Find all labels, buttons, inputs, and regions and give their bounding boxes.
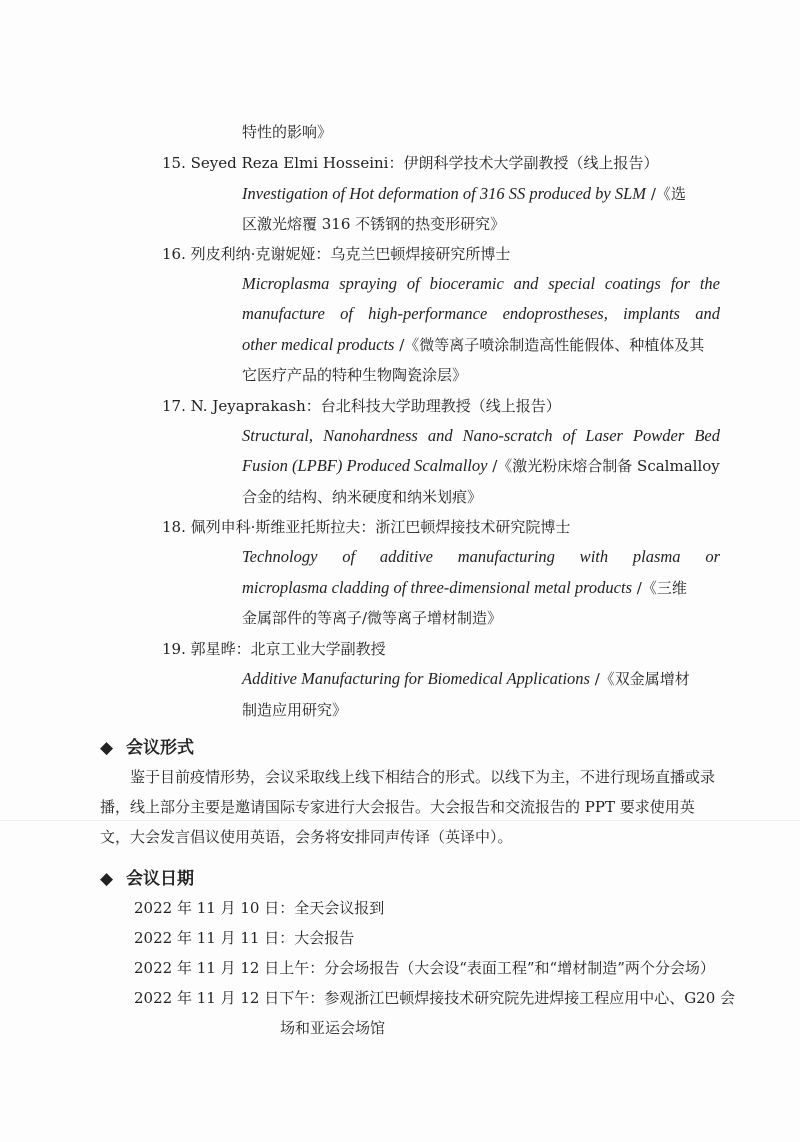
entry-19-title-line2: 制造应用研究》	[242, 701, 348, 719]
entry-18-title-line2	[242, 578, 687, 598]
date-item: 2022 年 11 月 12 日下午：参观浙江巴顿焊接技术研究院先进焊接工程应用中心、G20 会	[134, 989, 736, 1007]
talk-title-cn: /《微等离子喷涂制造高性能假体、种植体及其	[394, 336, 705, 354]
entry-18-header	[162, 517, 570, 537]
entry-17-header	[162, 396, 561, 416]
speaker-name: 郭星晔	[190, 640, 236, 658]
talk-title-en: microplasma cladding of three-dimensional metal products	[242, 578, 632, 597]
entry-number: 16.	[162, 245, 186, 263]
speaker-name: N. Jeyaprakash	[190, 397, 306, 415]
page-fold-line	[0, 820, 800, 821]
talk-title-en: Fusion (LPBF) Produced Scalmalloy	[242, 456, 488, 475]
entry-number: 15.	[162, 154, 186, 172]
entry-number: 17.	[162, 397, 186, 415]
entry-14-continuation: 特性的影响》	[242, 123, 333, 141]
talk-title-cn: /《三维	[632, 579, 687, 597]
talk-title-en: Investigation of Hot deformation of 316 SS produced by SLM	[242, 184, 647, 203]
entry-15-title-line1	[242, 184, 686, 204]
section-heading-format	[100, 737, 194, 759]
format-paragraph: 鉴于目前疫情形势，会议采取线上线下相结合的形式。以线下为主，不进行现场直播或录播，线上部分主要是邀请国际专家进行大会报告。大会报告和交流报告的 PPT 要求使用英文，大会发言倡议使用英语，会务将安排同声传译（英译中）。	[100, 768, 716, 846]
entry-16-header	[162, 244, 510, 264]
entry-number: 18.	[162, 518, 186, 536]
entry-18-title-line3: 金属部件的等离子/微等离子增材制造》	[242, 609, 503, 627]
speaker-affiliation: ：伊朗科学技术大学副教授（线上报告）	[388, 154, 659, 172]
speaker-affiliation: ：北京工业大学副教授	[235, 640, 386, 658]
date-item-continuation: 场和亚运会场馆	[280, 1019, 386, 1037]
entry-16-title-line3	[242, 335, 704, 355]
entry-16-title-line2: manufacture of high-performance endoprostheses, implants and	[242, 304, 720, 323]
speaker-name: 列皮利纳·克谢妮娅	[190, 245, 316, 263]
speaker-name: Seyed Reza Elmi Hosseini	[190, 154, 389, 172]
speaker-affiliation: ：浙江巴顿焊接技术研究院博士	[360, 518, 571, 536]
speaker-affiliation: ：乌克兰巴顿焊接研究所博士	[315, 245, 511, 263]
entry-15-title-line2: 区激光熔覆 316 不锈钢的热变形研究》	[242, 215, 506, 233]
talk-title-en: other medical products	[242, 335, 395, 354]
talk-title-en: Additive Manufacturing for Biomedical Applications	[242, 669, 590, 688]
talk-title-cn: /《双金属增材	[589, 670, 690, 688]
entry-17-title-line3: 合金的结构、纳米硬度和纳米划痕》	[242, 488, 483, 506]
entry-19-title-line1	[242, 669, 690, 689]
entry-16-title-line4: 它医疗产品的特种生物陶瓷涂层》	[242, 366, 468, 384]
date-item: 2022 年 11 月 10 日：全天会议报到	[134, 899, 385, 917]
talk-title-cn: /《选	[646, 185, 686, 203]
section-title: 会议形式	[126, 738, 194, 758]
talk-title-cn: /《激光粉床熔合制备 Scalmalloy	[487, 457, 720, 475]
speaker-affiliation: ：台北科技大学助理教授（线上报告）	[305, 397, 561, 415]
entry-18-title-line1: Technology of additive manufacturing with plasma or	[242, 547, 720, 566]
diamond-bullet-icon: ◆	[100, 869, 114, 889]
section-heading-dates	[100, 868, 194, 890]
speaker-name: 佩列申科·斯维亚托斯拉夫	[190, 518, 361, 536]
entry-15-header	[162, 153, 659, 173]
entry-17-title-line1: Structural, Nanohardness and Nano-scratch of Laser Powder Bed	[242, 426, 720, 445]
date-item: 2022 年 11 月 11 日：大会报告	[134, 929, 355, 947]
date-item: 2022 年 11 月 12 日上午：分会场报告（大会设“表面工程”和“增材制造”两个分会场）	[134, 959, 715, 977]
entry-19-header	[162, 639, 386, 659]
section-title: 会议日期	[126, 869, 194, 889]
entry-17-title-line2	[242, 456, 720, 476]
diamond-bullet-icon: ◆	[100, 738, 114, 758]
entry-16-title-line1: Microplasma spraying of bioceramic and special coatings for the	[242, 274, 720, 293]
entry-number: 19.	[162, 640, 186, 658]
